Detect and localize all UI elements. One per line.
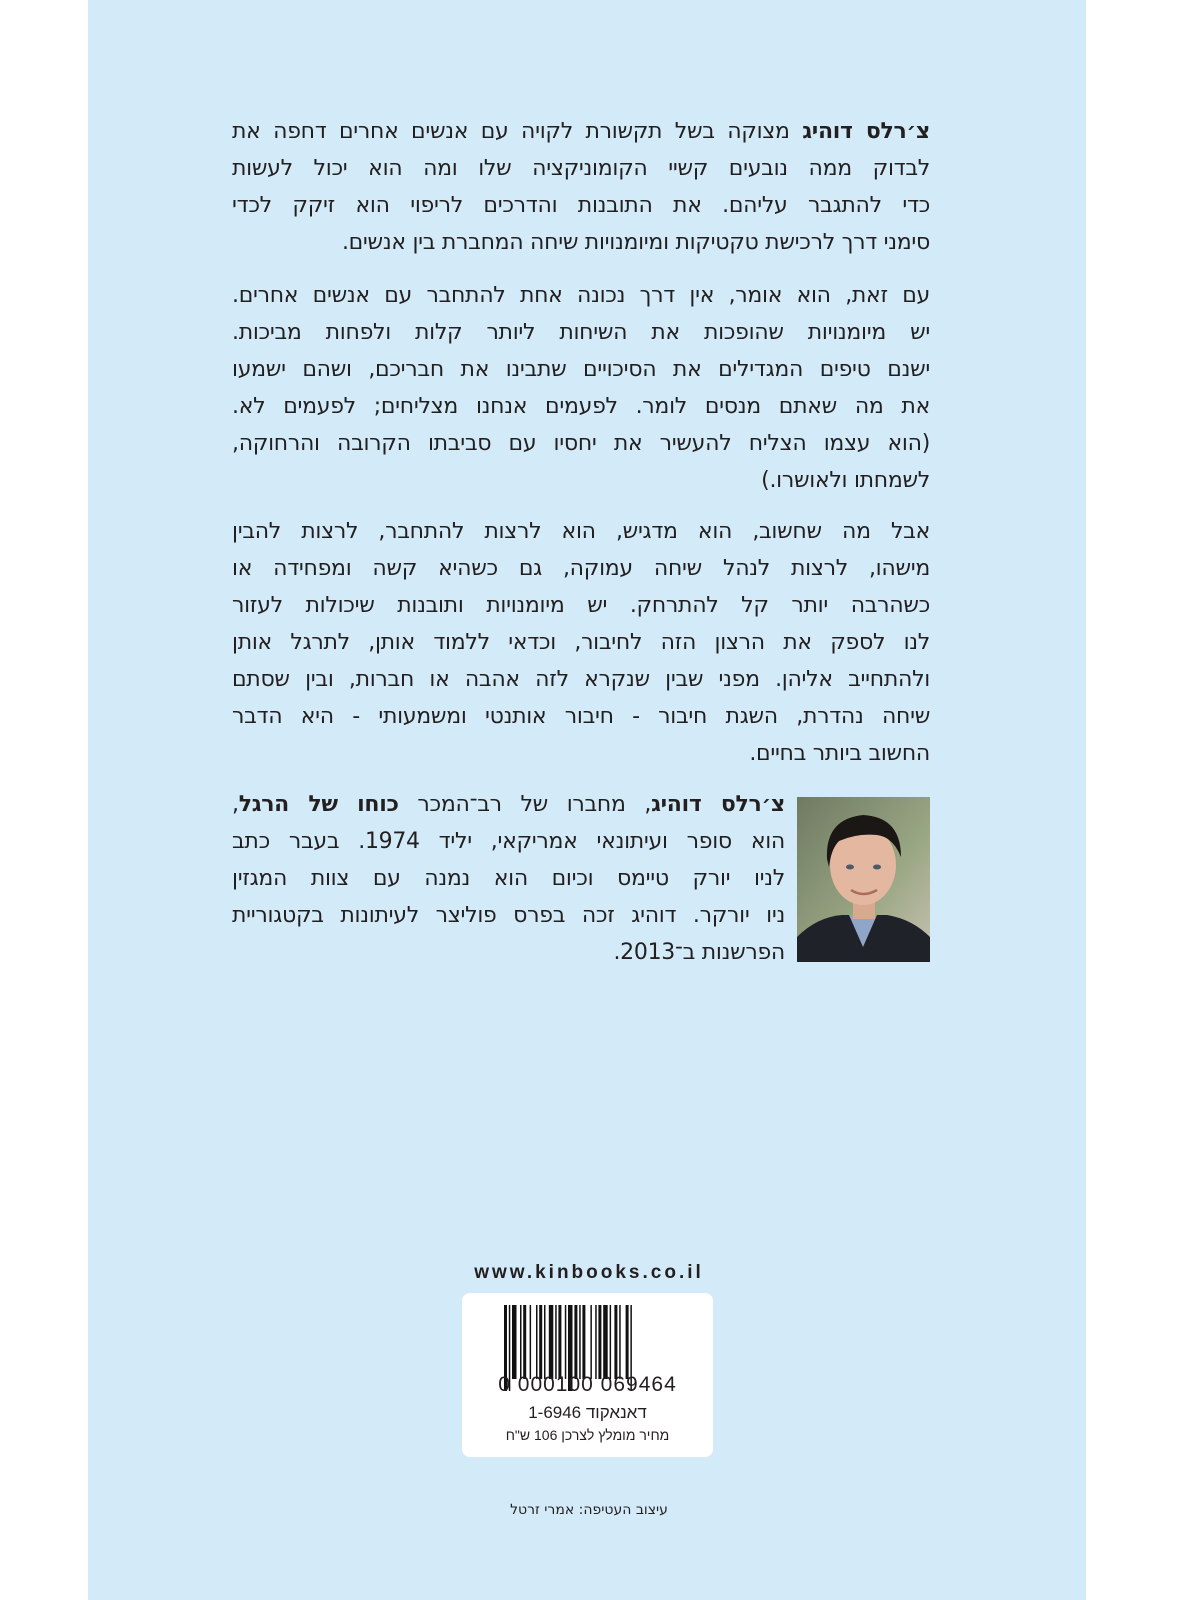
barcode-bar — [603, 1305, 608, 1379]
text-segment: ישנם טיפים המגדילים את הסיכויים שתבינו את חבריכם, ושהם ישמעו — [232, 357, 930, 382]
barcode-bar — [619, 1305, 621, 1379]
text-line — [232, 150, 930, 187]
text-segment: ולהתחייב אליהן. מפני שבין שנקרא לזה אהבה או חברות, ובין שסתם — [232, 667, 930, 692]
barcode-number: 0 000100 069464 — [498, 1373, 677, 1396]
blurb-paragraph-1 — [232, 113, 930, 261]
text-segment: את מה שאתם מנסים לומר. לפעמים אנחנו מצליחים; לפעמים לא. — [232, 394, 930, 419]
barcode-bar — [582, 1305, 585, 1379]
publisher-website: www.kinbooks.co.il — [474, 1262, 704, 1283]
text-segment: אבל מה שחשוב, הוא מדגיש, הוא לרצות להתחבר, לרצות להבין — [232, 519, 930, 544]
text-line — [232, 113, 930, 150]
blurb-paragraph-2 — [232, 277, 930, 499]
barcode-bar — [549, 1305, 554, 1379]
text-line — [232, 425, 930, 462]
text-segment: עם זאת, הוא אומר, אין דרך נכונה אחת להתחבר עם אנשים אחרים. — [232, 283, 930, 308]
barcode-bar — [610, 1305, 612, 1379]
text-segment: לנו לספק את הרצון הזה לחיבור, וכדאי ללמוד אותן, לתרגל אותן — [232, 630, 930, 655]
barcode-bar — [565, 1305, 567, 1379]
text-line — [232, 550, 930, 587]
text-segment: לבדוק ממה נובעים קשיי הקומוניקציה שלו ומה הוא יכול לעשות — [232, 156, 930, 181]
barcode-bar — [520, 1305, 522, 1379]
author-bio — [232, 786, 785, 971]
text-segment: כשהרבה יותר קל להתרחק. יש מיומנויות ותובנות שיכולות לעזור — [232, 593, 930, 618]
text-line — [232, 351, 930, 388]
text-line — [232, 698, 930, 735]
barcode-bar — [523, 1305, 526, 1379]
text-line — [232, 277, 930, 314]
text-segment: החשוב ביותר בחיים. — [749, 741, 930, 766]
text-line — [232, 735, 930, 772]
barcode-label — [462, 1293, 713, 1457]
text-segment: לשמחתו ולאושרו.) — [761, 468, 930, 493]
text-segment: לניו יורק טיימס וכיום הוא נמנה עם צוות המגזין — [232, 866, 785, 891]
barcode-bar — [574, 1305, 577, 1379]
cover-design-credit: עיצוב העטיפה: אמרי זרטל — [510, 1502, 668, 1518]
text-segment: סימני דרך לרכישת טקטיקות ומיומנויות שיחה המחברת בין אנשים. — [341, 230, 930, 255]
danacode: דאנאקוד 1-6946 — [528, 1403, 647, 1422]
barcode-bar — [512, 1305, 517, 1379]
barcode-bar — [579, 1305, 581, 1379]
barcode-bar — [590, 1305, 592, 1379]
text-segment: הוא סופר ועיתונאי אמריקאי, יליד 1974. בעבר כתב — [232, 829, 786, 854]
text-line — [232, 624, 930, 661]
text-line — [232, 860, 785, 897]
barcode-bar — [558, 1305, 561, 1379]
text-segment: ניו יורקר. דוהיג זכה בפרס פוליצר לעיתונות בקטגוריית — [232, 903, 785, 928]
text-line — [232, 823, 785, 860]
text-segment: , — [232, 792, 239, 817]
text-line — [232, 314, 930, 351]
text-line — [232, 187, 930, 224]
text-segment: , מחברו של רב־המכר — [398, 792, 652, 817]
text-segment: מצוקה בשל תקשורת לקויה עם אנשים אחרים דחפה את — [232, 119, 803, 144]
barcode-bar — [598, 1305, 601, 1379]
text-segment: כדי להתגבר עליהם. את התובנות והדרכים לריפוי הוא זיקק לכדי — [232, 193, 930, 218]
barcode-bar — [530, 1305, 532, 1379]
text-line — [232, 897, 785, 934]
barcode-bar — [595, 1305, 597, 1379]
text-line — [232, 661, 930, 698]
barcode-bar — [544, 1305, 546, 1379]
text-segment: שיחה נהדרת, השגת חיבור - חיבור אותנטי ומשמעותי - היא הדבר — [232, 704, 930, 729]
barcode-bar — [536, 1305, 538, 1379]
blurb-paragraph-3 — [232, 513, 930, 772]
bold-text: צ׳רלס דוהיג — [651, 792, 785, 817]
bold-text: צ׳רלס דוהיג — [802, 119, 930, 144]
text-line — [232, 934, 785, 971]
text-segment: יש מיומנויות שהופכות את השיחות ליותר קלות ולפחות מביכות. — [232, 320, 930, 345]
text-line — [232, 462, 930, 499]
text-line — [232, 224, 930, 261]
text-line — [232, 513, 930, 550]
text-line — [232, 786, 785, 823]
text-segment: (הוא עצמו הצליח להעשיר את יחסיו עם סביבתו הקרובה והרחוקה, — [232, 431, 930, 456]
text-line — [232, 587, 930, 624]
author-photo — [797, 797, 930, 962]
barcode-bar — [614, 1305, 617, 1379]
barcode-bar — [539, 1305, 542, 1379]
barcode-bar — [555, 1305, 557, 1379]
text-line — [232, 388, 930, 425]
barcode-bar — [626, 1305, 629, 1379]
bold-text: כוחו של הרגל — [238, 792, 399, 817]
recommended-price: מחיר מומלץ לצרכן 106 ש"ח — [505, 1427, 670, 1443]
text-segment: הפרשנות ב־2013. — [613, 940, 785, 965]
text-segment: מישהו, לרצות לנהל שיחה עמוקה, גם כשהיא קשה ומפחידה או — [232, 556, 930, 581]
